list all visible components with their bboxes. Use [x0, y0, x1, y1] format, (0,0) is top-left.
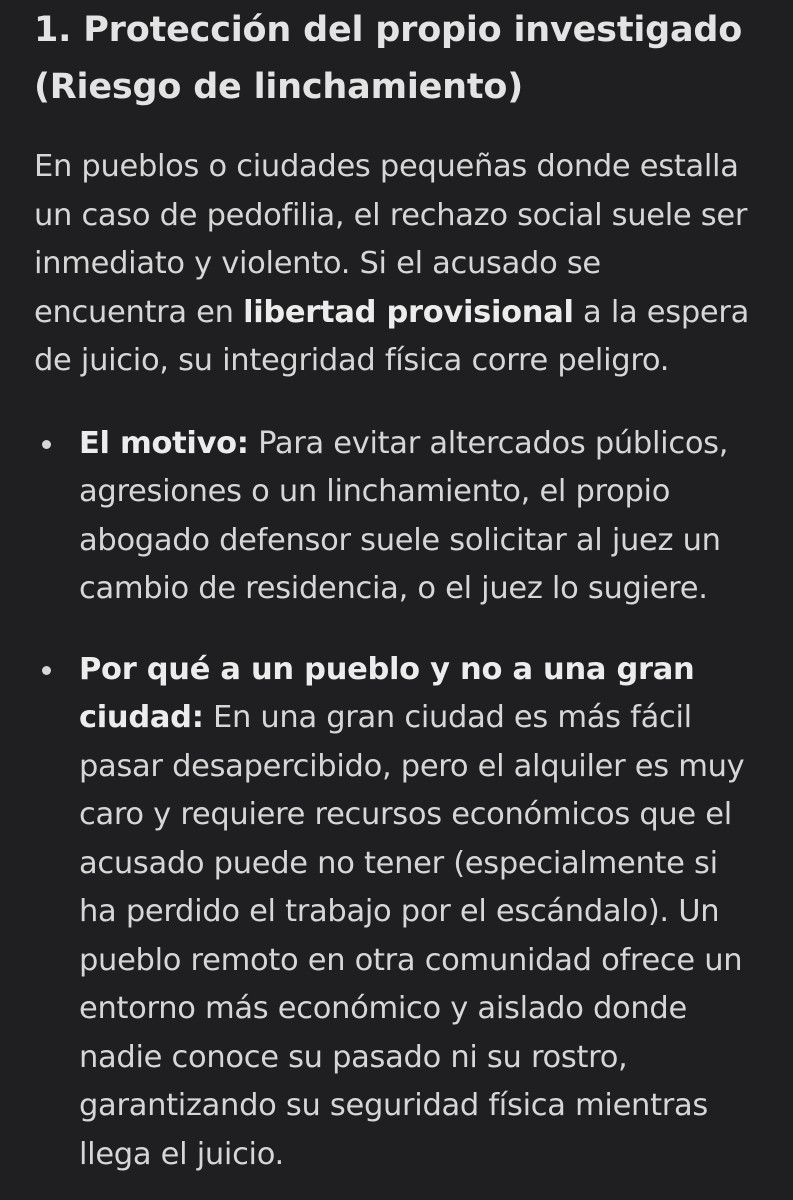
section-heading: 1. Protección del propio investigado (Riesgo de linchamiento): [34, 10, 743, 107]
bullet-item-pueblo: [34, 646, 759, 1180]
bullet-dot-icon: [42, 666, 51, 675]
bullet-text: Para evitar altercados públicos, agresiones o un linchamiento, el propio abogado defensor suele solicitar al juez un cambio de residencia, o el juez lo sugiere.: [79, 425, 729, 606]
bullet-item-motivo: [34, 420, 759, 614]
bullet-label: El motivo:: [79, 425, 249, 461]
bullet-label: Por qué a un pueblo y no a una gran ciudad:: [79, 651, 695, 735]
intro-bold-term: libertad provisional: [243, 294, 574, 330]
bullet-dot-icon: [42, 440, 51, 449]
intro-text-end: a la espera de juicio, su integridad física corre peligro.: [34, 294, 749, 378]
bullet-list: [34, 420, 759, 1180]
intro-text-start: En pueblos o ciudades pequeñas donde estalla un caso de pedofilia, el rechazo social suele ser inmediato y violento. Si el acusado se encuentra en: [34, 149, 748, 330]
intro-paragraph: [34, 143, 759, 386]
bullet-text: En una gran ciudad es más fácil pasar desapercibido, pero el alquiler es muy caro y requiere recursos económicos que el acusado puede no tener (especialmente si ha perdido el trabajo por el escándalo). Un pueblo remoto en otra comunidad ofrece un entorno más económico y aislado donde nadie conoce su pasado ni su rostro, garantizando su seguridad física mientras llega el juicio.: [79, 700, 745, 1172]
